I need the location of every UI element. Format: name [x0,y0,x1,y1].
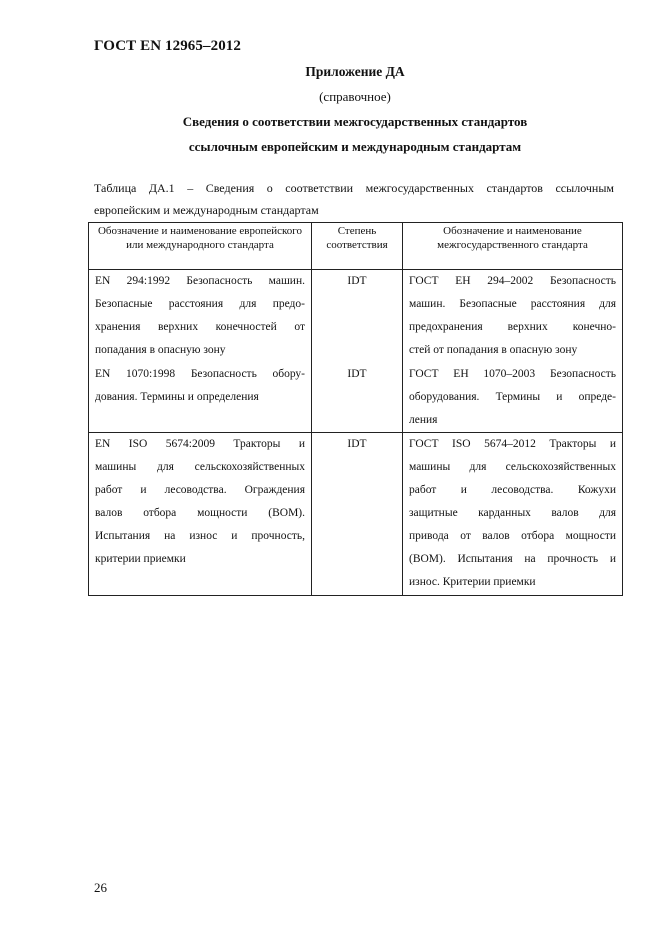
row-3-interstate [403,433,622,594]
standards-table [88,222,623,596]
row-1-european [89,270,311,362]
row-2-interstate [403,363,622,432]
row-2-degree: IDT [347,368,367,380]
cell-interstate [403,270,623,433]
text-line: машин. Безопасные расстояния для [409,298,616,310]
text-line: предохранения верхних конечно- [409,321,616,333]
header-interstate-standard: Обозначение и наименование межгосударственного стандарта [403,223,623,270]
table-row-group-2 [89,433,623,596]
annex-heading-line-2: ссылочным европейским и международным стандартам [188,139,522,154]
table-header-row [89,223,623,270]
row-1-interstate [403,270,622,362]
text-line: EN ISO 5674:2009 Тракторы и [95,438,305,450]
text-line: EN 1070:1998 Безопасность обору- [95,368,305,380]
document-code: ГОСТ EN 12965–2012 [94,38,241,54]
annex-heading-line-1: Сведения о соответствии межгосударственных стандартов [182,114,528,129]
text-line: машины для сельскохозяйственных [409,461,616,473]
text-line: дования. Термины и определения [95,391,259,403]
text-line: хранения верхних конечностей от [95,321,305,333]
text-line: машины для сельскохозяйственных [95,461,305,473]
cell-european [89,270,312,433]
text-line: EN 294:1992 Безопасность машин. [95,275,305,287]
table-caption [94,177,614,221]
cell-degree [312,270,403,433]
header-european-standard: Обозначение и наименование европейского или международного стандарта [89,223,312,270]
row-1-degree: IDT [347,275,367,287]
cell-european [89,433,312,596]
text-line: привода от валов отбора мощности [409,530,616,542]
text-line: работ и лесоводства. Ограждения [95,484,305,496]
table-caption-line-1: Таблица ДА.1 – Сведения о соответствии межгосударственных стандартов ссылочным [94,181,614,195]
text-line: защитные карданных валов для [409,507,616,519]
text-line: ГОСТ ЕН 1070–2003 Безопасность [409,368,616,380]
text-line: ГОСТ ЕН 294–2002 Безопасность [409,275,616,287]
header-degree: Степень соответствия [312,223,403,270]
table-row-group-1 [89,270,623,433]
annex-type: (справочное) [319,89,391,104]
annex-title: Приложение ДА [305,64,405,79]
row-3-degree: IDT [347,438,367,450]
row-3-european [89,433,311,595]
text-line: износ. Критерии приемки [409,576,536,588]
text-line: ления [409,414,438,426]
text-line: валов отбора мощности (ВОМ). [95,507,305,519]
text-line: критерии приемки [95,553,186,565]
text-line: оборудования. Термины и опреде- [409,391,616,403]
text-line: Испытания на износ и прочность, [95,530,305,542]
text-line: попадания в опасную зону [95,344,226,356]
cell-degree [312,433,403,596]
text-line: (ВОМ). Испытания на прочность и [409,553,616,565]
row-2-european [89,363,311,409]
text-line: ГОСТ ISO 5674–2012 Тракторы и [409,438,616,450]
text-line: Безопасные расстояния для предо- [95,298,305,310]
text-line: работ и лесоводства. Кожухи [409,484,616,496]
text-line: стей от попадания в опасную зону [409,344,578,356]
table-caption-line-2: европейским и международным стандартам [94,203,319,217]
page-number: 26 [94,880,107,895]
cell-interstate [403,433,623,596]
